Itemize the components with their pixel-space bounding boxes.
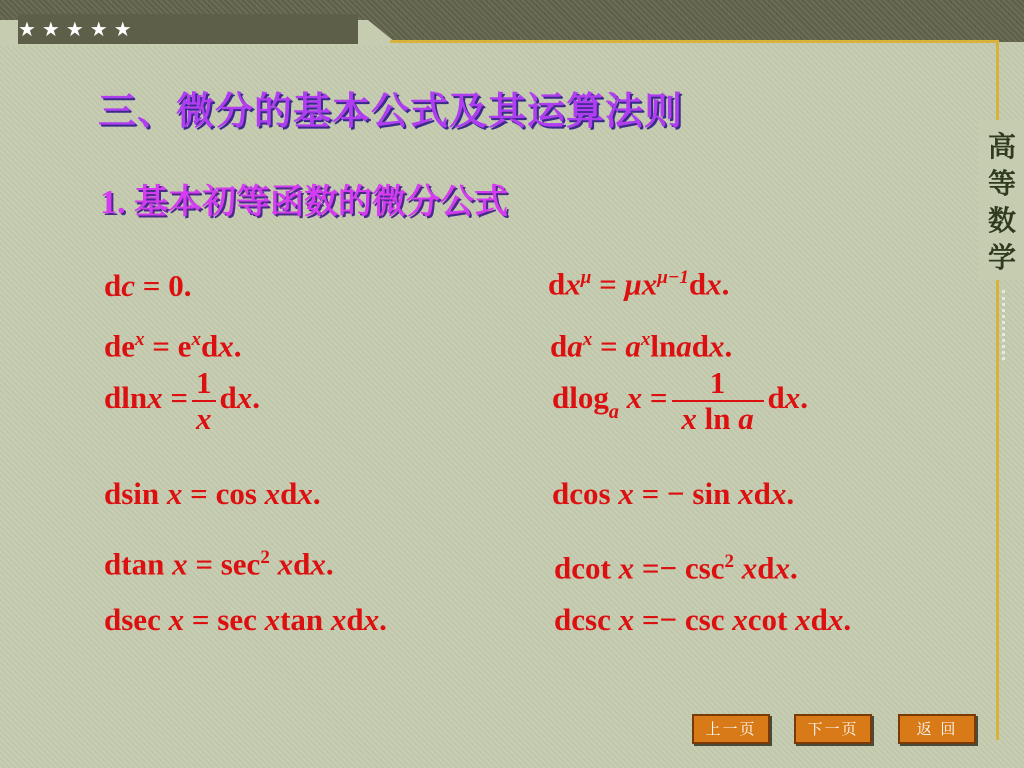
sidebar-title bbox=[984, 128, 1020, 276]
fraction: $\frac{1}{\text{x ln a}}$ bbox=[672, 366, 764, 436]
sidebar-char: 数 bbox=[987, 204, 1016, 237]
stars-decoration: ★★★★★ bbox=[18, 14, 358, 44]
formula-dex: $de^x = e^xdx$. bbox=[104, 328, 242, 364]
formula-dtan: dtan $x = \sec^2$ xdx. bbox=[104, 546, 334, 582]
sidebar-char: 等 bbox=[987, 167, 1016, 200]
formula-dax: $da^x$ = $a^xlnadx$. bbox=[550, 328, 733, 364]
formula-dsin: dsin x = cos xdx. bbox=[104, 476, 321, 511]
formula-dsec: dsec x = sec xtan xdx. bbox=[104, 602, 387, 637]
back-button[interactable]: 返 回 bbox=[898, 714, 976, 744]
sidebar-char: 高 bbox=[987, 130, 1016, 163]
formula-dc: dc = 0. bbox=[104, 268, 192, 303]
formula-dcot: dcot $x =- \csc^2$ xdx. bbox=[554, 550, 798, 586]
formula-dlnx: dlnx = $\frac{1}{x}$ dx. bbox=[104, 365, 261, 436]
formula-dcos: dcos x = − sin xdx. bbox=[552, 476, 795, 511]
fraction: $\frac{1}{x}$ bbox=[192, 366, 216, 436]
next-page-button[interactable]: 下一页 bbox=[794, 714, 872, 744]
slide-title: 三、微分的基本公式及其运算法则 bbox=[98, 89, 684, 133]
formula-dxmu: $dx^\mu = \mu x^{\mu-1}dx$. bbox=[548, 266, 730, 302]
sidebar-char: 学 bbox=[987, 241, 1016, 274]
slide-subtitle: 1. 基本初等函数的微分公式 bbox=[100, 184, 508, 221]
gold-line-top bbox=[390, 40, 998, 43]
sidebar-dots bbox=[1002, 290, 1009, 360]
formula-dlog: dlog$_a$ x = $\frac{1}{\text{x ln a}}$ dx. bbox=[552, 365, 809, 436]
prev-page-button[interactable]: 上一页 bbox=[692, 714, 770, 744]
formula-dcsc: dcsc x =− csc xcot xdx. bbox=[554, 602, 852, 637]
